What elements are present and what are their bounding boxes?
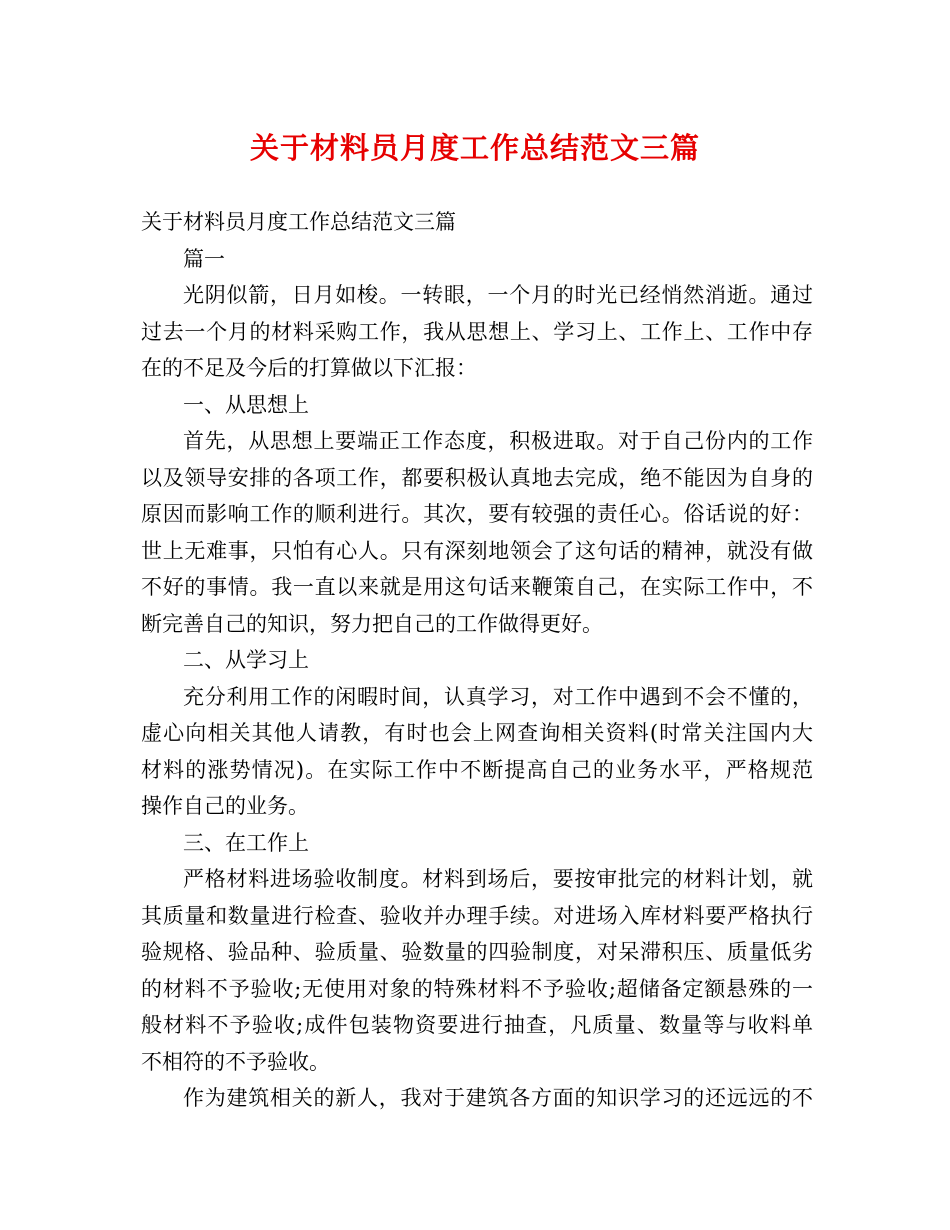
paragraph-line: 首先，从思想上要端正工作态度，积极进取。对于自己份内的工作	[183, 429, 813, 453]
paragraph-line: 的材料不予验收;无使用对象的特殊材料不予验收;超储备定额悬殊的一	[141, 976, 813, 1001]
paragraph-line: 严格材料进场验收制度。材料到场后，要按审批完的材料计划，就	[183, 867, 813, 891]
paragraph-line: 篇一	[183, 246, 225, 271]
paragraph-line: 关于材料员月度工作总结范文三篇	[141, 210, 456, 234]
paragraph-line: 世上无难事，只怕有心人。只有深刻地领会了这句话的精神，就没有做	[141, 538, 813, 563]
paragraph-line: 验规格、验品种、验质量、验数量的四验制度，对呆滞积压、质量低劣	[141, 940, 813, 964]
paragraph-line: 不好的事情。我一直以来就是用这句话来鞭策自己，在实际工作中，不	[141, 575, 813, 599]
paragraph-line: 断完善自己的知识，努力把自己的工作做得更好。	[141, 611, 603, 636]
paragraph-line: 光阴似箭，日月如梭。一转眼，一个月的时光已经悄然消逝。通过	[183, 283, 813, 307]
paragraph-line: 虚心向相关其他人请教，有时也会上网查询相关资料(时常关注国内大	[141, 721, 813, 745]
paragraph-line: 操作自己的业务。	[141, 794, 309, 818]
paragraph-line: 以及领导安排的各项工作，都要积极认真地去完成，绝不能因为自身的	[141, 465, 813, 490]
paragraph-line: 三、在工作上	[183, 830, 309, 855]
document-body	[141, 204, 813, 1117]
paragraph-line: 原因而影响工作的顺利进行。其次，要有较强的责任心。俗话说的好：	[141, 502, 813, 526]
document-title: 关于材料员月度工作总结范文三篇	[249, 131, 700, 165]
paragraph-line: 在的不足及今后的打算做以下汇报：	[141, 356, 477, 380]
paragraph-line: 其质量和数量进行检查、验收并办理手续。对进场入库材料要严格执行	[141, 903, 813, 928]
paragraph-line: 材料的涨势情况)。在实际工作中不断提高自己的业务水平，严格规范	[141, 757, 813, 782]
paragraph-line: 作为建筑相关的新人，我对于建筑各方面的知识学习的还远远的不	[183, 1086, 813, 1110]
paragraph-line: 不相符的不予验收。	[141, 1049, 330, 1074]
paragraph-line: 充分利用工作的闲暇时间，认真学习，对工作中遇到不会不懂的，	[183, 684, 813, 709]
paragraph-line: 二、从学习上	[183, 648, 309, 672]
paragraph-line: 般材料不予验收;成件包装物资要进行抽查，凡质量、数量等与收料单	[141, 1013, 813, 1037]
paragraph-line: 一、从思想上	[183, 392, 309, 417]
paragraph-line: 过去一个月的材料采购工作，我从思想上、学习上、工作上、工作中存	[141, 319, 813, 344]
